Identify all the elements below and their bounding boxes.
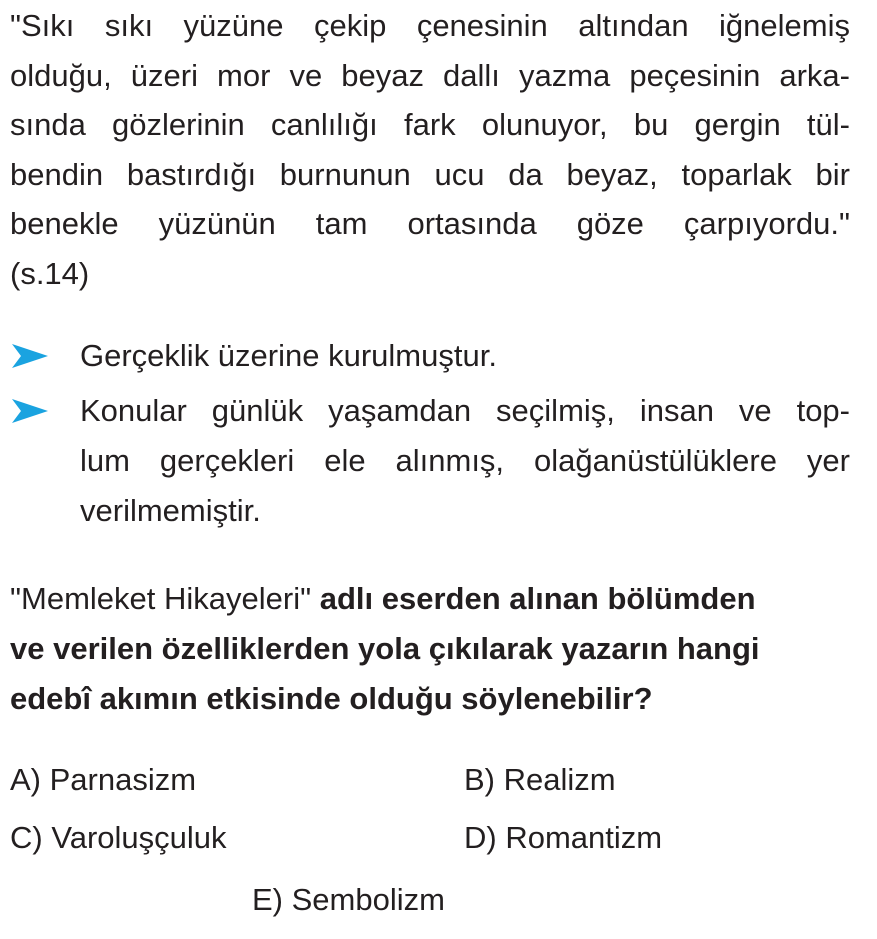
- feature-item: [10, 331, 850, 381]
- arrow-right-icon: [12, 399, 48, 423]
- quote-line: "Sıkı sıkı yüzüne çekip çenesinin altından iğnelemiş: [10, 8, 850, 43]
- feature-list: [10, 331, 850, 541]
- option-a[interactable]: A) Parnasizm: [10, 762, 197, 797]
- question-line: edebî akımın etkisinde olduğu söylenebilir?: [10, 681, 653, 716]
- quote-page-reference: (s.14): [10, 255, 90, 291]
- quote-passage: [10, 1, 850, 298]
- quote-line: olduğu, üzeri mor ve beyaz dallı yazma peçesinin arka-: [10, 57, 850, 93]
- quote-line: sında gözlerinin canlılığı fark olunuyor, bu gergin tül-: [10, 107, 850, 142]
- option-b[interactable]: B) Realizm: [464, 762, 616, 797]
- feature-text: [80, 386, 850, 536]
- question-bold-text: adlı eserden alınan bölümden: [319, 581, 756, 616]
- arrow-right-icon: [12, 344, 48, 368]
- question-stem: [10, 574, 850, 724]
- feature-line: verilmemiştir.: [80, 493, 261, 528]
- question-line: [10, 574, 850, 624]
- feature-line: Konular günlük yaşamdan seçilmiş, insan ve top-: [80, 393, 850, 428]
- quote-line: benekle yüzünün tam ortasında göze çarpıyordu.": [10, 206, 850, 241]
- question-line: ve verilen özelliklerden yola çıkılarak yazarın hangi: [10, 631, 760, 666]
- feature-text: [80, 331, 850, 381]
- feature-line: lum gerçekleri ele alınmış, olağanüstülüklere yer: [80, 443, 850, 478]
- feature-item: [10, 386, 850, 536]
- option-d[interactable]: D) Romantizm: [464, 820, 663, 855]
- option-e[interactable]: E) Sembolizm: [252, 882, 445, 917]
- feature-line: Gerçeklik üzerine kurulmuştur.: [80, 338, 497, 373]
- option-c[interactable]: C) Varoluşçuluk: [10, 820, 227, 855]
- work-title: "Memleket Hikayeleri": [10, 581, 312, 616]
- quote-line: bendin bastırdığı burnunun ucu da beyaz, toparlak bir: [10, 156, 850, 192]
